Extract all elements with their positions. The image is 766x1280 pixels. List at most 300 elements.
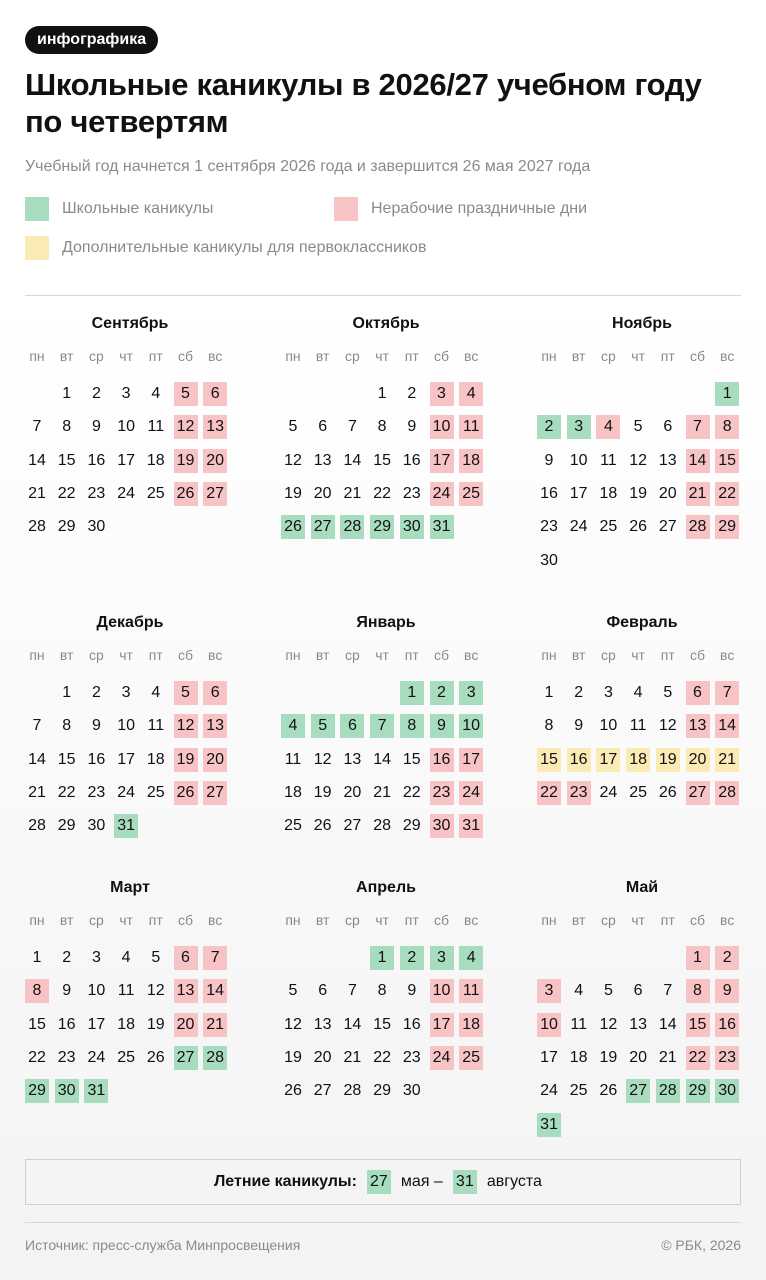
- day-cell: 6: [318, 418, 328, 436]
- month-name: Октябрь: [352, 315, 420, 332]
- weekday-label: ср: [344, 912, 360, 928]
- day-cell: 1: [62, 385, 72, 402]
- day-cell: 27: [174, 1046, 198, 1070]
- day-cell: 4: [459, 382, 483, 406]
- day-cell: 8: [25, 979, 49, 1003]
- copyright: © РБК, 2026: [661, 1237, 741, 1253]
- weekday-label: сб: [689, 647, 706, 663]
- day-cell: 25: [459, 482, 483, 506]
- weekday-label: чт: [119, 348, 133, 364]
- day-cell: 16: [540, 484, 558, 502]
- weekday-label: пт: [660, 348, 675, 364]
- day-cell: 7: [686, 415, 710, 439]
- day-cell: 26: [658, 783, 677, 801]
- day-cell: 13: [658, 451, 677, 469]
- day-cell: 5: [174, 382, 198, 406]
- day-cell: 26: [284, 1082, 302, 1100]
- day-cell: 21: [343, 484, 362, 502]
- day-cell: 23: [57, 1048, 76, 1066]
- day-cell: 18: [569, 1048, 588, 1066]
- weekday-label: пт: [660, 912, 675, 928]
- day-cell: 3: [537, 979, 561, 1003]
- day-cell: 14: [658, 1015, 677, 1033]
- day-cell: 28: [28, 518, 46, 536]
- day-cell: 17: [430, 1013, 454, 1037]
- day-cell: 4: [633, 684, 643, 701]
- day-cell: 5: [663, 684, 673, 701]
- weekday-label: вт: [571, 912, 586, 928]
- day-cell: 31: [537, 1113, 561, 1137]
- weekday-label: чт: [375, 348, 389, 364]
- day-cell: 18: [117, 1015, 135, 1033]
- weekday-label: сб: [433, 912, 450, 928]
- day-cell: 25: [599, 518, 618, 536]
- day-cell: 10: [117, 418, 135, 436]
- day-cell: 24: [569, 518, 588, 536]
- day-cell: 22: [686, 1046, 710, 1070]
- page-title: Школьные каникулы в 2026/27 учебном году по четвертям: [25, 67, 702, 139]
- day-cell: 12: [599, 1015, 618, 1033]
- day-cell: 15: [28, 1015, 46, 1033]
- weekday-label: чт: [375, 912, 389, 928]
- day-cell: 21: [686, 482, 710, 506]
- day-cell: 19: [284, 484, 302, 502]
- weekday-label: вт: [59, 912, 74, 928]
- day-cell: 20: [313, 1048, 332, 1066]
- month-name: Май: [625, 879, 659, 896]
- day-cell: 18: [459, 449, 483, 473]
- day-cell: 24: [430, 1046, 454, 1070]
- day-cell: 31: [114, 814, 138, 838]
- day-cell: 30: [402, 1082, 421, 1100]
- day-cell: 13: [313, 451, 332, 469]
- day-cell: 26: [281, 515, 305, 539]
- day-cell: 10: [459, 714, 483, 738]
- weekday-label: чт: [119, 912, 133, 928]
- day-cell: 7: [715, 681, 739, 705]
- day-cell: 23: [402, 1048, 421, 1066]
- day-cell: 3: [603, 684, 613, 701]
- day-cell: 23: [87, 783, 106, 801]
- day-cell: 15: [537, 748, 561, 772]
- weekday-label: пт: [148, 348, 163, 364]
- day-cell: 14: [343, 451, 362, 469]
- day-cell: 13: [203, 415, 227, 439]
- day-cell: 28: [28, 817, 46, 835]
- weekday-label: пн: [541, 912, 557, 928]
- day-cell: 27: [658, 518, 677, 536]
- day-cell: 19: [174, 748, 198, 772]
- day-cell: 8: [62, 418, 72, 436]
- day-cell: 10: [430, 415, 454, 439]
- month-name: Март: [110, 879, 150, 896]
- weekday-label: вс: [464, 647, 479, 663]
- summer-vacation-box: [25, 1159, 741, 1205]
- day-cell: 22: [28, 1048, 46, 1066]
- day-cell: 7: [32, 418, 42, 436]
- weekday-label: сб: [433, 647, 450, 663]
- day-cell: 17: [596, 748, 620, 772]
- day-cell: 10: [537, 1013, 561, 1037]
- weekday-label: пт: [404, 647, 419, 663]
- weekday-label: вт: [315, 912, 330, 928]
- weekday-label: сб: [177, 348, 194, 364]
- day-cell: 21: [28, 484, 46, 502]
- day-cell: 10: [569, 451, 588, 469]
- day-cell: 29: [57, 518, 76, 536]
- day-cell: 18: [459, 1013, 483, 1037]
- day-cell: 7: [32, 717, 42, 735]
- day-cell: 28: [203, 1046, 227, 1070]
- day-cell: 17: [569, 484, 588, 502]
- day-cell: 16: [87, 750, 106, 768]
- day-cell: 15: [373, 1015, 391, 1033]
- summer-end-day: 31: [453, 1170, 477, 1194]
- weekday-label: пн: [29, 348, 45, 364]
- day-cell: 8: [715, 415, 739, 439]
- day-cell: 10: [117, 717, 135, 735]
- day-cell: 7: [663, 982, 673, 1000]
- day-cell: 16: [567, 748, 591, 772]
- day-cell: 7: [347, 418, 357, 436]
- weekday-label: ср: [88, 647, 104, 663]
- day-cell: 20: [686, 748, 710, 772]
- day-cell: 4: [121, 949, 131, 966]
- weekday-label: вс: [208, 348, 223, 364]
- day-cell: 9: [407, 418, 417, 436]
- day-cell: 27: [626, 1079, 650, 1103]
- day-cell: 24: [599, 783, 618, 801]
- day-cell: 26: [174, 482, 198, 506]
- month-name: Январь: [356, 614, 416, 631]
- day-cell: 20: [313, 484, 332, 502]
- day-cell: 6: [203, 382, 227, 406]
- day-cell: 22: [715, 482, 739, 506]
- legend-vacation-label: Школьные каникулы: [62, 200, 214, 217]
- day-cell: 3: [459, 681, 483, 705]
- day-cell: 9: [407, 982, 417, 1000]
- day-cell: 15: [57, 451, 76, 469]
- day-cell: 11: [284, 750, 302, 768]
- day-cell: 25: [146, 484, 165, 502]
- day-cell: 12: [146, 982, 165, 1000]
- day-cell: 20: [203, 449, 227, 473]
- day-cell: 5: [151, 949, 161, 966]
- weekday-label: вт: [59, 348, 74, 364]
- day-cell: 14: [343, 1015, 362, 1033]
- day-cell: 15: [402, 750, 421, 768]
- day-cell: 7: [370, 714, 394, 738]
- divider-bottom: [25, 1222, 741, 1223]
- weekday-label: ср: [344, 647, 360, 663]
- day-cell: 22: [402, 783, 421, 801]
- weekday-label: пн: [285, 912, 301, 928]
- weekday-label: ср: [600, 348, 616, 364]
- weekday-label: вс: [720, 912, 735, 928]
- day-cell: 12: [658, 717, 677, 735]
- day-cell: 22: [373, 484, 391, 502]
- weekday-label: пт: [404, 348, 419, 364]
- day-cell: 11: [459, 979, 483, 1003]
- day-cell: 7: [203, 946, 227, 970]
- day-cell: 12: [313, 750, 332, 768]
- day-cell: 15: [57, 750, 76, 768]
- day-cell: 5: [288, 418, 298, 436]
- weekday-label: вс: [208, 912, 223, 928]
- day-cell: 13: [629, 1015, 647, 1033]
- day-cell: 4: [596, 415, 620, 439]
- day-cell: 19: [313, 783, 332, 801]
- day-cell: 13: [174, 979, 198, 1003]
- day-cell: 14: [203, 979, 227, 1003]
- day-cell: 30: [400, 515, 424, 539]
- day-cell: 14: [715, 714, 739, 738]
- day-cell: 21: [373, 783, 391, 801]
- day-cell: 30: [55, 1079, 79, 1103]
- day-cell: 5: [174, 681, 198, 705]
- day-cell: 31: [430, 515, 454, 539]
- day-cell: 18: [146, 451, 165, 469]
- weekday-label: пн: [29, 912, 45, 928]
- day-cell: 3: [91, 949, 101, 966]
- day-cell: 20: [658, 484, 677, 502]
- day-cell: 16: [402, 1015, 421, 1033]
- day-cell: 23: [430, 781, 454, 805]
- day-cell: 8: [686, 979, 710, 1003]
- weekday-label: чт: [631, 348, 645, 364]
- weekday-label: вт: [315, 647, 330, 663]
- weekday-label: пт: [148, 912, 163, 928]
- weekday-label: пт: [148, 647, 163, 663]
- day-cell: 27: [343, 817, 362, 835]
- day-cell: 16: [87, 451, 106, 469]
- day-cell: 17: [430, 449, 454, 473]
- day-cell: 20: [174, 1013, 198, 1037]
- day-cell: 11: [570, 1015, 587, 1033]
- day-cell: 2: [430, 681, 454, 705]
- legend-holiday: [334, 197, 587, 221]
- day-cell: 25: [146, 783, 165, 801]
- day-cell: 25: [284, 817, 302, 835]
- day-cell: 30: [87, 817, 106, 835]
- day-cell: 2: [91, 385, 101, 402]
- day-cell: 24: [459, 781, 483, 805]
- day-cell: 16: [430, 748, 454, 772]
- day-cell: 3: [567, 415, 591, 439]
- day-cell: 9: [91, 717, 101, 735]
- day-cell: 12: [174, 714, 198, 738]
- day-cell: 3: [430, 382, 454, 406]
- day-cell: 25: [117, 1048, 135, 1066]
- weekday-label: пн: [285, 647, 301, 663]
- day-cell: 18: [599, 484, 618, 502]
- day-cell: 29: [370, 515, 394, 539]
- weekday-label: вс: [720, 647, 735, 663]
- summer-end-month: августа: [486, 1173, 542, 1190]
- day-cell: 2: [91, 684, 101, 701]
- day-cell: 30: [715, 1079, 739, 1103]
- day-cell: 24: [540, 1082, 558, 1100]
- day-cell: 24: [430, 482, 454, 506]
- day-cell: 30: [540, 551, 558, 569]
- day-cell: 26: [146, 1048, 165, 1066]
- day-cell: 19: [656, 748, 680, 772]
- day-cell: 25: [569, 1082, 588, 1100]
- day-cell: 30: [87, 518, 106, 536]
- day-cell: 13: [313, 1015, 332, 1033]
- weekday-label: чт: [375, 647, 389, 663]
- day-cell: 27: [686, 781, 710, 805]
- day-cell: 22: [57, 484, 76, 502]
- weekday-label: сб: [689, 348, 706, 364]
- day-cell: 27: [313, 1082, 332, 1100]
- day-cell: 31: [84, 1079, 108, 1103]
- day-cell: 2: [574, 684, 584, 701]
- day-cell: 2: [407, 385, 417, 402]
- day-cell: 18: [626, 748, 650, 772]
- day-cell: 9: [544, 451, 554, 469]
- day-cell: 19: [174, 449, 198, 473]
- weekday-label: пн: [29, 647, 45, 663]
- day-cell: 1: [370, 946, 394, 970]
- day-cell: 12: [629, 451, 647, 469]
- day-cell: 24: [87, 1048, 106, 1066]
- day-cell: 11: [147, 418, 165, 436]
- source-note: Источник: пресс-служба Минпросвещения: [25, 1237, 301, 1253]
- day-cell: 29: [373, 1082, 391, 1100]
- day-cell: 24: [117, 783, 135, 801]
- day-cell: 28: [686, 515, 710, 539]
- day-cell: 27: [203, 781, 227, 805]
- day-cell: 6: [174, 946, 198, 970]
- weekday-label: чт: [631, 912, 645, 928]
- day-cell: 3: [430, 946, 454, 970]
- day-cell: 20: [629, 1048, 647, 1066]
- weekday-label: сб: [177, 647, 194, 663]
- day-cell: 21: [343, 1048, 362, 1066]
- day-cell: 2: [537, 415, 561, 439]
- day-cell: 22: [57, 783, 76, 801]
- month-name: Февраль: [606, 614, 678, 631]
- legend-firstgrade-label: Дополнительные каникулы для первоклассников: [62, 239, 427, 256]
- legend-holiday-swatch: [334, 197, 358, 221]
- day-cell: 9: [715, 979, 739, 1003]
- day-cell: 7: [347, 982, 357, 1000]
- day-cell: 17: [117, 750, 135, 768]
- day-cell: 21: [715, 748, 739, 772]
- day-cell: 12: [174, 415, 198, 439]
- summer-start-month: мая –: [400, 1173, 443, 1190]
- weekday-label: пт: [660, 647, 675, 663]
- weekday-label: вт: [315, 348, 330, 364]
- legend-firstgrade: [25, 236, 426, 260]
- weekday-label: пт: [404, 912, 419, 928]
- weekday-label: чт: [119, 647, 133, 663]
- day-cell: 1: [62, 684, 72, 701]
- day-cell: 8: [377, 418, 387, 436]
- day-cell: 9: [91, 418, 101, 436]
- day-cell: 12: [284, 451, 302, 469]
- weekday-label: пн: [285, 348, 301, 364]
- day-cell: 29: [57, 817, 76, 835]
- day-cell: 4: [151, 684, 161, 701]
- day-cell: 14: [373, 750, 391, 768]
- day-cell: 8: [377, 982, 387, 1000]
- day-cell: 15: [715, 449, 739, 473]
- day-cell: 27: [311, 515, 335, 539]
- day-cell: 28: [715, 781, 739, 805]
- day-cell: 14: [686, 449, 710, 473]
- weekday-label: вт: [571, 348, 586, 364]
- day-cell: 8: [400, 714, 424, 738]
- day-cell: 10: [599, 717, 618, 735]
- weekday-label: ср: [88, 348, 104, 364]
- day-cell: 26: [599, 1082, 618, 1100]
- day-cell: 22: [373, 1048, 391, 1066]
- day-cell: 25: [459, 1046, 483, 1070]
- day-cell: 26: [174, 781, 198, 805]
- day-cell: 3: [121, 684, 131, 701]
- day-cell: 29: [402, 817, 421, 835]
- day-cell: 23: [715, 1046, 739, 1070]
- day-cell: 10: [430, 979, 454, 1003]
- day-cell: 24: [117, 484, 135, 502]
- day-cell: 1: [377, 385, 387, 402]
- summer-start-day: 27: [367, 1170, 391, 1194]
- weekday-label: сб: [177, 912, 194, 928]
- day-cell: 10: [87, 982, 106, 1000]
- day-cell: 8: [544, 717, 554, 735]
- month-name: Декабрь: [96, 614, 164, 631]
- day-cell: 21: [658, 1048, 677, 1066]
- day-cell: 2: [400, 946, 424, 970]
- day-cell: 19: [629, 484, 647, 502]
- day-cell: 4: [281, 714, 305, 738]
- day-cell: 3: [121, 385, 131, 402]
- weekday-label: вс: [208, 647, 223, 663]
- day-cell: 21: [28, 783, 46, 801]
- day-cell: 2: [62, 949, 72, 966]
- day-cell: 4: [459, 946, 483, 970]
- weekday-label: вс: [464, 348, 479, 364]
- day-cell: 13: [686, 714, 710, 738]
- day-cell: 11: [459, 415, 483, 439]
- day-cell: 16: [57, 1015, 76, 1033]
- day-cell: 29: [715, 515, 739, 539]
- day-cell: 23: [567, 781, 591, 805]
- day-cell: 5: [311, 714, 335, 738]
- day-cell: 15: [686, 1013, 710, 1037]
- day-cell: 15: [373, 451, 391, 469]
- day-cell: 9: [62, 982, 72, 1000]
- day-cell: 20: [343, 783, 362, 801]
- day-cell: 26: [629, 518, 647, 536]
- day-cell: 17: [459, 748, 483, 772]
- day-cell: 11: [600, 451, 617, 469]
- legend-vacation-swatch: [25, 197, 49, 221]
- weekday-label: пн: [541, 348, 557, 364]
- weekday-label: вт: [571, 647, 586, 663]
- day-cell: 5: [633, 418, 643, 436]
- day-cell: 25: [629, 783, 647, 801]
- day-cell: 1: [544, 684, 554, 701]
- month-name: Апрель: [356, 879, 416, 896]
- month-name: Сентябрь: [91, 315, 169, 332]
- day-cell: 13: [203, 714, 227, 738]
- day-cell: 19: [146, 1015, 165, 1033]
- day-cell: 23: [540, 518, 558, 536]
- day-cell: 21: [203, 1013, 227, 1037]
